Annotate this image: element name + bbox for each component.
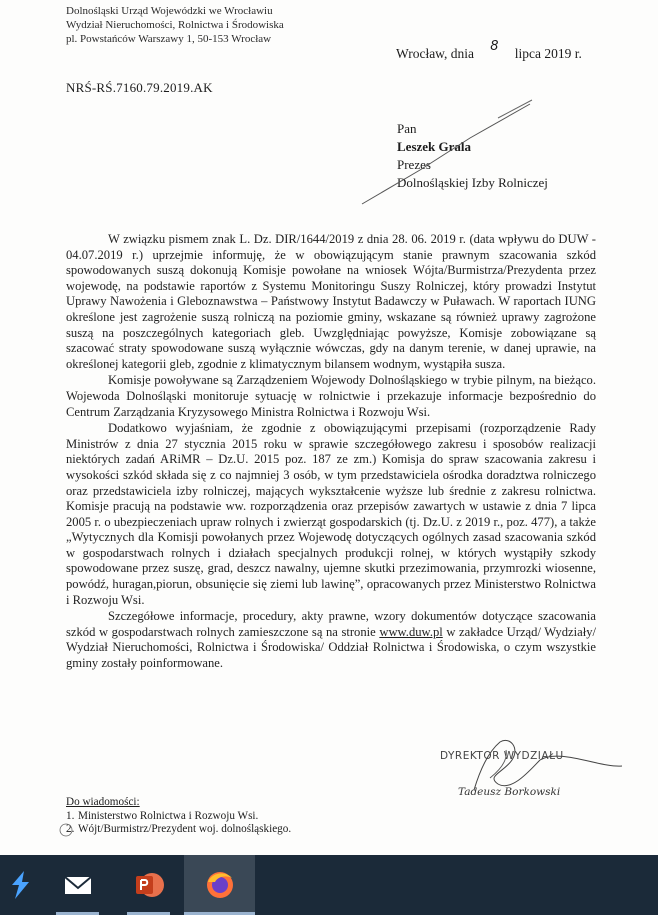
sender-line: Dolnośląski Urząd Wojewódzki we Wrocławiu [66, 5, 273, 17]
date-suffix: lipca 2019 r. [514, 46, 582, 61]
signature-title: DYREKTOR WYDZIAŁU [440, 750, 564, 762]
paragraph-text: Szczegółowe informacje, procedury, akty prawne, wzory dokumentów dotyczące szacowania szkód w gospodarstwach rolnych zamieszczone są na stronie [66, 609, 596, 639]
list-item [66, 823, 292, 837]
addressee-salutation: Pan [397, 121, 417, 136]
powerpoint-icon [132, 868, 166, 902]
addressee-name: Leszek Grala [397, 139, 472, 154]
app-launcher-icon [4, 868, 38, 902]
list-item [66, 809, 291, 824]
copy-recipients-list [66, 810, 291, 837]
letter-body [66, 232, 596, 673]
taskbar-powerpoint[interactable] [113, 855, 184, 915]
body-paragraph: Komisje powoływane są Zarządzeniem Wojewody Dolnośląskiego w trybie pilnym, na bieżąco. Wojewoda Dolnośląski monitoruje sytuację w rolnictwie i przekazuje informacje bezpośrednio do Centrum Zarządzania Kryzysowego Ministra Rolnictwa i Rozwoju Wsi. [66, 373, 596, 419]
taskbar-mail[interactable] [42, 855, 113, 915]
sender-line: pl. Powstańców Warszawy 1, 50-153 Wrocław [66, 33, 272, 45]
addressee-position: Prezes [397, 157, 431, 172]
taskbar [0, 855, 658, 915]
body-paragraph: W związku pismem znak L. Dz. DIR/1644/2019 z dnia 28. 06. 2019 r. (data wpływu do DUW - 04.07.2019 r.) uprzejmie informuję, że w obowiązującym stanie prawnym szacowania szkód spowodowanych suszą dokonują Komisje powołane na wniosek Wójta/Burmistrza/Prezydenta przez wojewodę, na podstawie raportów z Systemu Monitoringu Suszy Rolniczej, który prowadzi Instytut Uprawy Nawożenia i Gleboznawstwa – Państwowy Instytut Badawczy w Puławach. W raportach IUNG określone jest zagrożenie suszą rolniczą na poziomie gminy, wskazane są również uprawy zagrożone suszą na poszczególnych kategoriach gleb. Uwzględniając powyższe, Komisje zobowiązane są szacować straty spowodowane suszą wyłącznie wówczas, gdy na danym terenie, w danej uprawie, na określonej kategorii gleb, zgodnie z klimatycznym bilansem wodnym, wystąpiła susza. [66, 232, 596, 371]
list-number: 2. [66, 823, 75, 835]
firefox-icon [203, 868, 237, 902]
list-number: 1. [66, 809, 75, 822]
sender-line: Wydział Nieruchomości, Rolnictwa i Środowiska [66, 19, 284, 31]
date-prefix: Wrocław, dnia [396, 46, 475, 61]
list-text: Wójt/Burmistrz/Prezydent woj. dolnośląskiego. [78, 823, 292, 835]
copy-recipients [66, 796, 291, 837]
mail-icon [61, 868, 95, 902]
signature-name: Tadeusz Borkowski [458, 786, 561, 798]
addressee-block [397, 120, 548, 192]
body-paragraph: Dodatkowo wyjaśniam, że zgodnie z obowiązującymi przepisami (rozporządzenie Rady Ministrów z dnia 27 stycznia 2015 roku w sprawie szczegółowego zakresu i sposobów realizacji niektórych zadań ARiMR – Dz.U. 2015 poz. 187 ze zm.) Komisja do spraw szacowania zakresu i wysokości szkód składa się z co najmniej 3 osób, w tym przedstawiciela ośrodka doradztwa rolniczego oraz przedstawiciela izby rolniczej, mających wykształcenie wyższe lub średnie z zakresu rolnictwa. Komisje pracują na podstawie ww. rozporządzenia oraz przepisów zawartych w ustawie z dnia 7 lipca 2005 r. o ubezpieczeniach upraw rolnych i zwierząt gospodarskich (tj. Dz.U. z 2019 r., poz. 477), a także „Wytycznych dla Komisji powołanych przez Wojewodę dotyczących ogólnych zasad szacowania szkód w gospodarstwach rolnych i działach specjalnych produkcji rolnej, w których wystąpiły szkody spowodowane przez suszę, grad, deszcz nawalny, ujemne skutki przezimowania, przymrozki wiosenne, powódź, huragan,piorun, obsunięcie się ziemi lub lawinę”, opracowanych przez Ministerstwo Rolnictwa i Rozwoju Wsi. [66, 421, 596, 607]
place-and-date [396, 39, 582, 62]
addressee-organization: Dolnośląskiej Izby Rolniczej [397, 175, 548, 190]
reference-number: NRŚ-RŚ.7160.79.2019.AK [66, 80, 213, 95]
pen-stroke [498, 100, 532, 118]
date-day-handwritten: 8 [490, 39, 499, 54]
sender-header [66, 4, 284, 46]
signature-scribble [474, 740, 622, 790]
body-paragraph-last [66, 609, 596, 671]
paragraph-text: w zakładce Urząd/ Wydziały/ Wydział Nieruchomości, Rolnictwa i Środowiska/ Oddział Rolnictwa i Środowiska, o czym wszystkie gminy zostały poinformowane. [66, 624, 596, 671]
website-link[interactable]: www.duw.pl [379, 624, 443, 639]
list-text: Ministerstwo Rolnictwa i Rozwoju Wsi. [78, 809, 259, 822]
copy-recipients-title: Do wiadomości: [66, 796, 140, 808]
taskbar-app-launcher[interactable] [0, 855, 42, 915]
taskbar-firefox[interactable] [184, 855, 255, 915]
